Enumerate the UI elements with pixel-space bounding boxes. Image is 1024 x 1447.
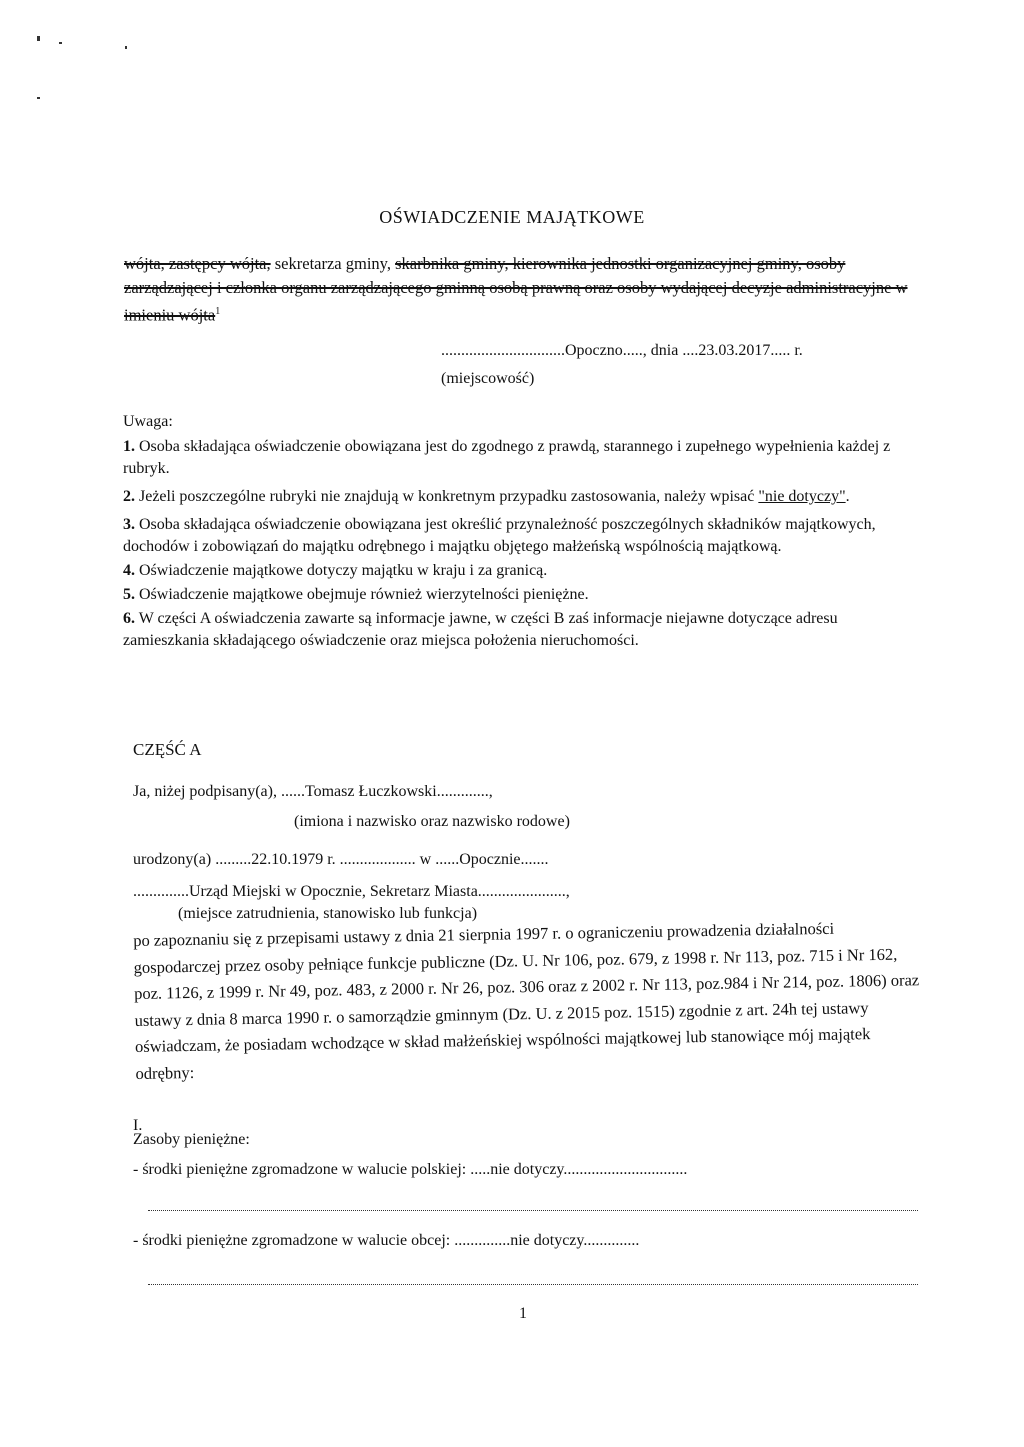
notes-list [123, 436, 923, 652]
pln-fill-line [148, 1210, 918, 1211]
date-suffix: ..... r. [770, 342, 803, 359]
place-caption: (miejscowość) [441, 370, 535, 387]
note-item [123, 560, 923, 582]
note-number: 5. [123, 586, 135, 603]
name-caption: (imiona i nazwisko oraz nazwisko rodowe) [294, 813, 570, 830]
employment-value: Urząd Miejski w Opocznie, Sekretarz Miasta [189, 883, 478, 900]
employment-suffix: ......................, [477, 883, 570, 900]
note-item [123, 584, 923, 606]
selected-role: sekretarza gminy, [270, 254, 396, 273]
note-text-end: . [845, 488, 850, 505]
born-mid: ................... w ...... [335, 851, 460, 868]
foreign-funds-line [133, 1232, 639, 1250]
born-label: urodzony(a) ......... [133, 851, 252, 868]
foreign-dots: .............. [583, 1232, 640, 1249]
date-value: 23.03.2017 [698, 342, 771, 359]
note-text: Jeżeli poszczególne rubryki nie znajdują w konkretnym przypadku zastosowania, należy wpisać [139, 488, 759, 505]
pln-value: nie dotyczy [490, 1161, 564, 1178]
pln-dots: ............................... [563, 1161, 688, 1178]
struck-roles-1: wójta, zastępcy wójta, [124, 254, 271, 273]
signer-dots: ............., [436, 783, 493, 800]
signer-label: Ja, niżej podpisany(a), ...... [133, 783, 305, 800]
note-number: 6. [123, 610, 135, 627]
notes-heading: Uwaga: [123, 413, 173, 430]
part-a-heading: CZĘŚĆ A [133, 740, 202, 759]
note-quote: "nie dotyczy" [758, 488, 846, 505]
foreign-fill-line [148, 1284, 918, 1285]
note-number: 3. [123, 516, 135, 533]
note-text: W części A oświadczenia zawarte są informacje jawne, w części B zaś informacje niejawne dotyczące adresu zamieszkania składającego oświadczenie oraz miejsca położenia nieruchomości. [123, 610, 838, 649]
note-text: Oświadczenie majątkowe obejmuje również wierzytelności pieniężne. [139, 586, 589, 603]
foreign-value: nie dotyczy [510, 1232, 584, 1249]
note-text: Osoba składająca oświadczenie obowiązana jest określić przynależność poszczególnych składników majątkowych, dochodów i zobowiązań do majątku odrębnego i majątku objętego małżeńską wspólnością majątkową. [123, 516, 876, 555]
place-dots: ............................... [441, 342, 565, 359]
foreign-label: - środki pieniężne zgromadzone w walucie obcej: .............. [133, 1232, 511, 1249]
place-date-line [441, 342, 803, 360]
footnote-mark: 1 [215, 306, 221, 317]
date-label: ....., dnia .... [622, 342, 699, 359]
pln-funds-line [133, 1161, 687, 1179]
document-title: OŚWIADCZENIE MAJĄTKOWE [379, 207, 645, 227]
place-value: Opoczno [565, 342, 623, 359]
note-item [123, 608, 923, 652]
note-number: 2. [123, 488, 135, 505]
birth-line [133, 851, 549, 869]
note-number: 1. [123, 438, 135, 455]
signer-line [133, 783, 493, 801]
employment-line [133, 883, 570, 901]
pln-label: - środki pieniężne zgromadzone w walucie polskiej: ..... [133, 1161, 491, 1178]
note-item [123, 486, 923, 508]
note-number: 4. [123, 562, 135, 579]
struck-roles-2: skarbnika gminy, kierownika jednostki organizacyjnej gminy, osoby zarządzającej i członka organu zarządzającego gminną osobą prawną oraz osoby wydającej decyzje administracyjne w imieniu wójta [124, 254, 908, 325]
page-number: 1 [519, 1305, 527, 1322]
section-heading: Zasoby pieniężne: [133, 1131, 250, 1148]
declarant-role-header [124, 252, 924, 328]
note-text: Osoba składająca oświadczenie obowiązana jest do zgodnego z prawdą, starannego i zupełnego wypełnienia każdej z rubryk. [123, 438, 891, 477]
note-text: Oświadczenie majątkowe dotyczy majątku w kraju i za granicą. [139, 562, 548, 579]
birth-date: 22.10.1979 r. [251, 851, 336, 868]
legal-declaration: po zapoznaniu się z przepisami ustawy z dnia 21 sierpnia 1997 r. o ograniczeniu prowadzenia działalności gospodarczej przez osoby pełniące funkcje publiczne (Dz. U. Nr 106, poz. 679, z 1998 r. Nr 113, poz. 715 i Nr 162, poz. 1126, z 1999 r. Nr 49, poz. 483, z 2000 r. Nr 26, poz. 306 oraz z 2002 r. Nr 113, poz.984 i Nr 214, poz. 1806) oraz ustawy z dnia 8 marca 1990 r. o samorządzie gminnym (Dz. U. z 2015 poz. 1515) zgodnie z art. 24h tej ustawy oświadczam, że posiadam wchodzące w skład małżeńskiej wspólności majątkowej lub stanowiące mój majątek odrębny: [133, 918, 920, 1083]
signer-name: Tomasz Łuczkowski [304, 783, 437, 800]
note-item [123, 514, 923, 558]
employment-dots: .............. [133, 883, 189, 900]
birth-place: Opocznie [459, 851, 521, 868]
born-dots: ....... [520, 851, 549, 868]
note-item [123, 436, 923, 480]
section-numeral: I. [133, 1117, 143, 1134]
employment-caption: (miejsce zatrudnienia, stanowisko lub funkcja) [178, 905, 478, 922]
